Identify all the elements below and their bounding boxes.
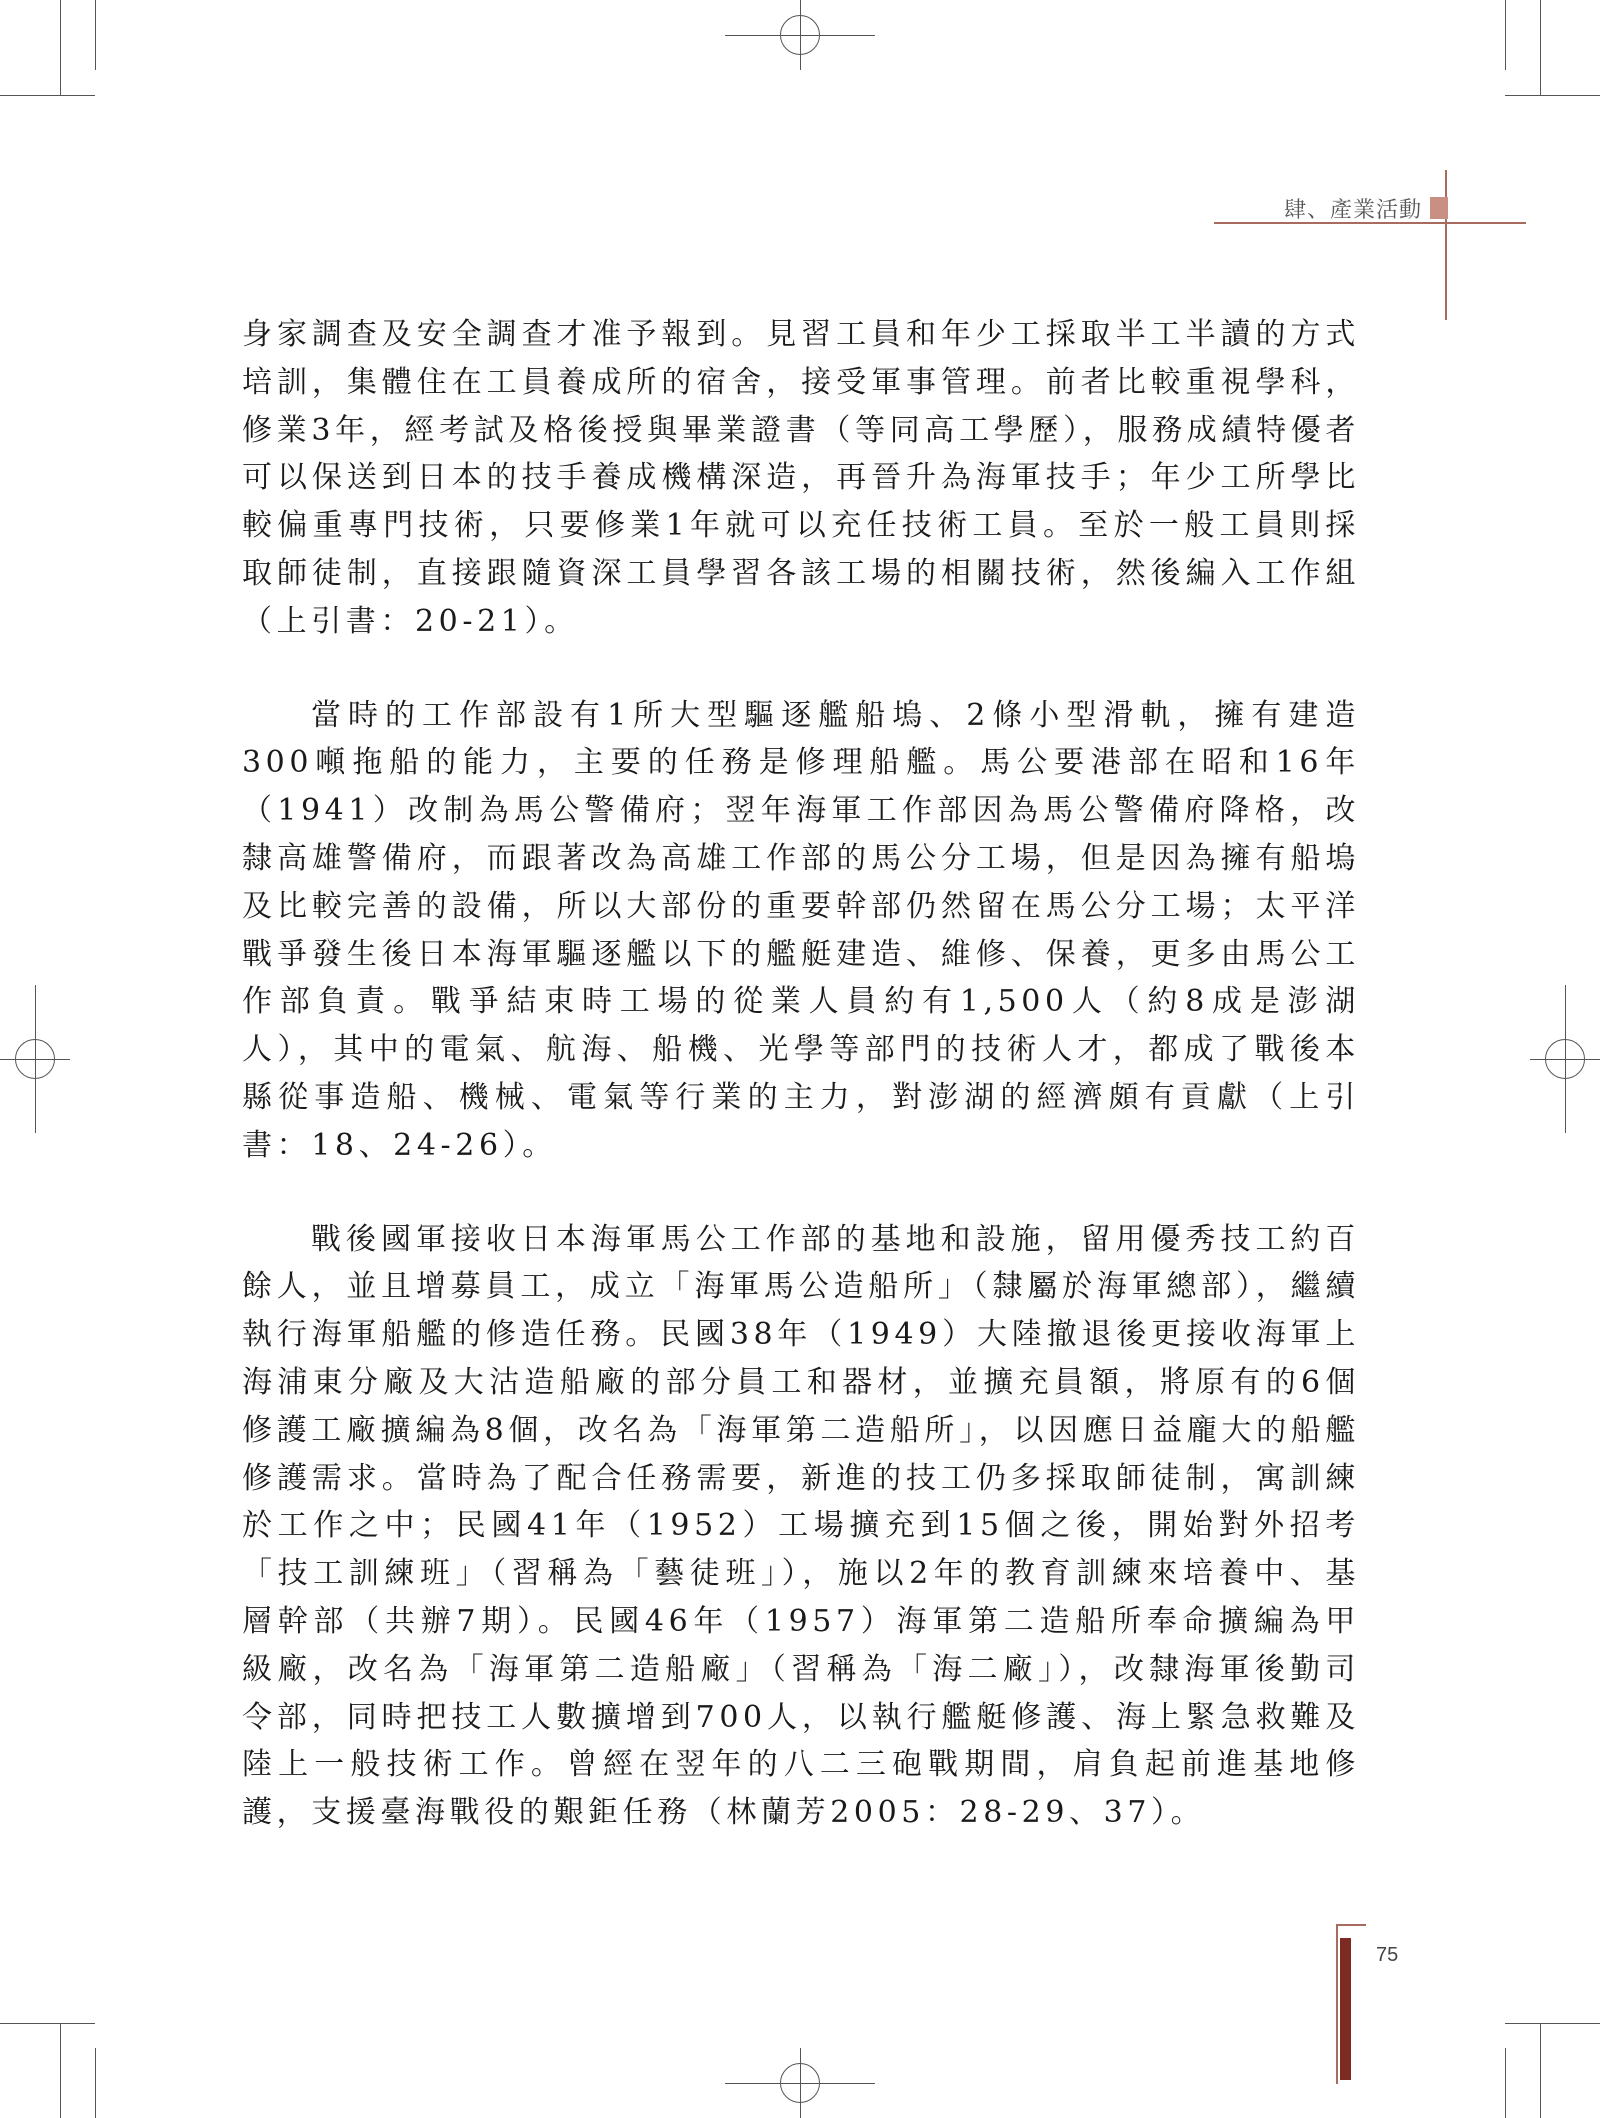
paragraph: 戰後國軍接收日本海軍馬公工作部的基地和設施，留用優秀技工約百餘人，並且增募員工，成立「海軍馬公造船所」（隸屬於海軍總部），繼續執行海軍船艦的修造任務。民國38年（1949）大陸撤退後更接收海軍上海浦東分廠及大沽造船廠的部分員工和器材，並擴充員額，將原有的6個修護工廠擴編為8個，改名為「海軍第二造船所」，以因應日益龐大的船艦修護需求。當時為了配合任務需要，新進的技工仍多採取師徒制，寓訓練於工作之中；民國41年（1952）工場擴充到15個之後，開始對外招考「技工訓練班」（習稱為「藝徒班」），施以2年的教育訓練來培養中、基層幹部（共辦7期）。民國46年（1957）海軍第二造船所奉命擴編為甲級廠，改名為「海軍第二造船廠」（習稱為「海二廠」），改隸海軍後勤司令部，同時把技工人數擴增到700人，以執行艦艇修護、海上緊急救難及陸上一般技術工作。曾經在翌年的八二三砲戰期間，肩負起前進基地修護，支援臺海戰役的艱鉅任務（林蘭芳2005：28-29、37）。 (242, 1221, 1360, 1831)
crop-mark (1505, 2023, 1600, 2024)
page-number-bar (1340, 1938, 1351, 2080)
crop-mark (0, 95, 95, 96)
crop-mark (95, 2048, 96, 2118)
section-header: 肆、產業活動 (1283, 197, 1422, 222)
paragraph: 當時的工作部設有1所大型驅逐艦船塢、2條小型滑軌，擁有建造300噸拖船的能力，主要的任務是修理船艦。馬公要港部在昭和16年（1941）改制為馬公警備府；翌年海軍工作部因為馬公警備府降格，改隸高雄警備府，而跟著改為高雄工作部的馬公分工場，但是因為擁有船塢及比較完善的設備，所以大部份的重要幹部仍然留在馬公分工場；太平洋戰爭發生後日本海軍驅逐艦以下的艦艇建造、維修、保養，更多由馬公工作部負責。戰爭結束時工場的從業人員約有1,500人（約8成是澎湖人），其中的電氣、航海、船機、光學等部門的技術人才，都成了戰後本縣從事造船、機械、電氣等行業的主力，對澎湖的經濟頗有貢獻（上引書：18、24-26）。 (242, 697, 1360, 1163)
page-number-rule (1336, 1924, 1366, 1926)
crop-mark (1540, 2023, 1541, 2118)
crop-mark (0, 2023, 95, 2024)
crop-mark (1540, 0, 1541, 95)
registration-mark (35, 985, 36, 1133)
body-text (242, 311, 1360, 1837)
registration-mark (800, 2048, 801, 2118)
crop-mark (60, 2023, 61, 2118)
page-number-rule (1336, 1924, 1338, 2084)
header-rule-vertical (1445, 170, 1447, 320)
page-number: 75 (1376, 1944, 1399, 1966)
section-marker-square (1430, 197, 1448, 219)
registration-mark (1565, 985, 1566, 1133)
registration-mark (800, 0, 801, 70)
crop-mark (60, 0, 61, 95)
crop-mark (1505, 95, 1600, 96)
crop-mark (95, 0, 96, 70)
crop-mark (1505, 2048, 1506, 2118)
paragraph: 身家調查及安全調查才准予報到。見習工員和年少工採取半工半讀的方式培訓，集體住在工員養成所的宿舍，接受軍事管理。前者比較重視學科，修業3年，經考試及格後授與畢業證書（等同高工學歷），服務成績特優者可以保送到日本的技手養成機構深造，再晉升為海軍技手；年少工所學比較偏重專門技術，只要修業1年就可以充任技術工員。至於一般工員則採取師徒制，直接跟隨資深工員學習各該工場的相關技術，然後編入工作組（上引書：20-21）。 (242, 317, 1360, 639)
crop-mark (1505, 0, 1506, 70)
